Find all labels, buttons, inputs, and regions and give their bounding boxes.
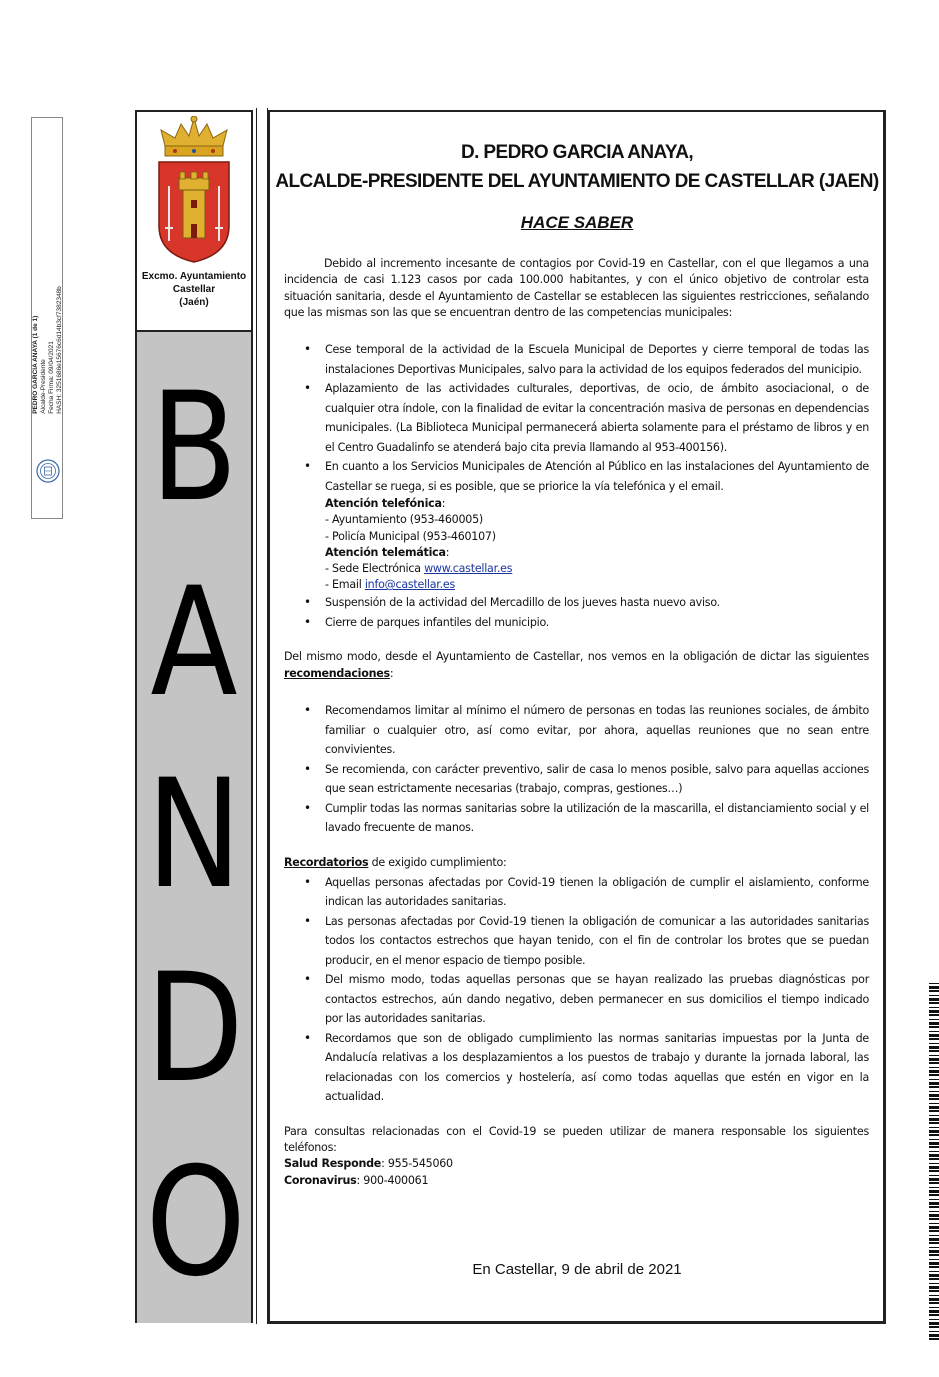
list-item: • Las personas afectadas por Covid-19 tienen la obligación de comunicar a las autoridades sanitarias todos los contactos estrechos que hayan tenido, con el fin de controlar los brotes que se puedan producir, en el menor espacio de tiempo posible. — [325, 912, 869, 971]
list-item: • Aquellas personas afectadas por Covid-19 tienen la obligación de cumplir el aislamiento, conforme indican las autoridades sanitarias. — [325, 873, 869, 912]
phone-ayuntamiento: - Ayuntamiento (953-460005) — [325, 513, 483, 527]
restrictions-list — [284, 340, 869, 632]
intro-paragraph: Debido al incremento incesante de contagios por Covid-19 en Castellar, con el que llegamos a una incidencia de casi 1.123 casos por cada 100.000 habitantes, y con el único objetivo de controlar esta situación sanitaria, desde el Ayuntamiento de Castellar se establecen las siguientes restricciones, señalando que las mismas son las que se encuentran dentro de las competencias municipales: — [284, 257, 869, 319]
phone-policia: - Policía Municipal (953-460107) — [325, 529, 496, 543]
phone-salud: Salud Responde: 955-545060 — [284, 1157, 453, 1171]
header-name: D. PEDRO GARCIA ANAYA, — [460, 142, 694, 163]
signature-hash: HASH: 3251686e15676c6d14b3cf7382348b — [56, 286, 63, 414]
coat-of-arms-icon — [151, 116, 237, 266]
seal-icon — [36, 459, 60, 483]
signature-text — [32, 286, 64, 414]
list-item: • Suspensión de la actividad del Mercadillo de los jueves hasta nuevo aviso. — [325, 593, 869, 613]
list-item: • Recordamos que son de obligado cumplimiento las normas sanitarias impuestas por la Junta de Andalucía relativas a los desplazamientos a los puestos de trabajo y durante la jornada laboral, las relacionadas con los comercios y hostelería, así como todas aquellas que estén en vigor en la actualidad. — [325, 1029, 869, 1107]
list-item: • Cese temporal de la actividad de la Escuela Municipal de Deportes y cierre temporal de todas las instalaciones Deportivas Municipales, salvo para la actividad de los equipos federados del municipio. — [325, 340, 869, 379]
reminders-list — [284, 873, 869, 1107]
recommendations-label: recomendaciones — [284, 666, 390, 680]
list-item-text: En cuanto a los Servicios Municipales de Atención al Público en las instalaciones del Ayuntamiento de Castellar se ruega, si es posible, que se priorice la vía telefónica y el email. — [325, 460, 869, 493]
contact-block — [325, 496, 869, 593]
list-item: • Aplazamiento de las actividades culturales, deportivas, de ocio, de ámbito asociacional, o de cualquier otra índole, con la finalidad de evitar la concentración masiva de personas en dependencias municipales. (La Biblioteca Municipal permanecerá abierta solamente para el préstamo de libros y en el Centro Guadalinfo se atenderá bajo cita previa llamando al 953-400156). — [325, 379, 869, 457]
bando-box — [137, 330, 251, 1323]
bando-letter-o: O — [145, 1136, 246, 1310]
coat-caption-line3: (Jaén) — [179, 297, 209, 308]
list-item — [325, 457, 869, 593]
list-item: • Recomendamos limitar al mínimo el número de personas en todas las reuniones sociales, de ámbito familiar o cualquier otro, así como evitar, por ahora, aquellas reuniones que no sean entre convivientes. — [325, 701, 869, 760]
header-title: ALCALDE-PRESIDENTE DEL AYUNTAMIENTO DE CASTELLAR (JAEN) — [275, 171, 879, 192]
coat-caption-line2: Castellar — [172, 284, 216, 295]
reminders-label: Recordatorios — [284, 855, 369, 869]
recommendations-intro: Del mismo modo, desde el Ayuntamiento de Castellar, nos vemos en la obligación de dictar las siguientes recomendaciones: — [284, 650, 869, 680]
consult-paragraph: Para consultas relacionadas con el Covid-19 se pueden utilizar de manera responsable los siguientes teléfonos: — [284, 1124, 869, 1155]
body-text — [284, 256, 869, 1189]
recommendations-list — [284, 701, 869, 838]
email-link[interactable]: info@castellar.es — [364, 578, 455, 592]
sede-line: - Sede Electrónica www.castellar.es — [325, 562, 513, 575]
hace-saber-heading: HACE SABER — [520, 213, 634, 232]
list-item: • Del mismo modo, todas aquellas personas que se hayan realizado las pruebas diagnósticas por contactos estrechos, aún dando negativo, deben permanecer en sus domicilios el tiempo indicado por las autoridades sanitarias. — [325, 970, 869, 1029]
reminders-intro: Recordatorios de exigido cumplimiento: — [284, 855, 507, 869]
left-panel — [135, 110, 253, 1323]
bando-letter-a: A — [150, 556, 238, 730]
coat-of-arms — [137, 112, 251, 327]
list-item: • Cierre de parques infantiles del municipio. — [325, 613, 869, 633]
date-line: En Castellar, 9 de abril de 2021 — [472, 1261, 682, 1278]
phone-coronavirus: Coronavirus: 900-400061 — [284, 1173, 429, 1187]
signature-role: Alcalde-Presidente — [40, 359, 47, 414]
phone-heading: Atención telefónica: — [325, 497, 446, 511]
signature-date: Fecha Firma: 09/04/2021 — [48, 341, 55, 414]
barcode-icon — [929, 983, 939, 1341]
list-item: • Cumplir todas las normas sanitarias sobre la utilización de la mascarilla, el distanciamiento social y el lavado frecuente de manos. — [325, 799, 869, 838]
coat-caption — [137, 270, 251, 309]
sede-link[interactable]: www.castellar.es — [424, 562, 513, 575]
email-line: - Email info@castellar.es — [325, 578, 455, 592]
divider-bar — [256, 108, 268, 1324]
signature-signer: PEDRO GARCIA ANAYA (1 de 1) — [32, 315, 39, 414]
main-content — [268, 110, 886, 1324]
bando-letter-n: N — [146, 748, 242, 922]
bando-letter-b: B — [150, 361, 238, 535]
telematic-heading: Atención telemática: — [325, 545, 450, 559]
signature-stamp — [31, 117, 63, 519]
coat-caption-line1: Excmo. Ayuntamiento — [141, 271, 247, 282]
bando-letter-d: D — [145, 942, 244, 1116]
list-item: • Se recomienda, con carácter preventivo, salir de casa lo menos posible, salvo para aquellas acciones que sean estrictamente necesarias (trabajo, compras, gestiones…) — [325, 760, 869, 799]
